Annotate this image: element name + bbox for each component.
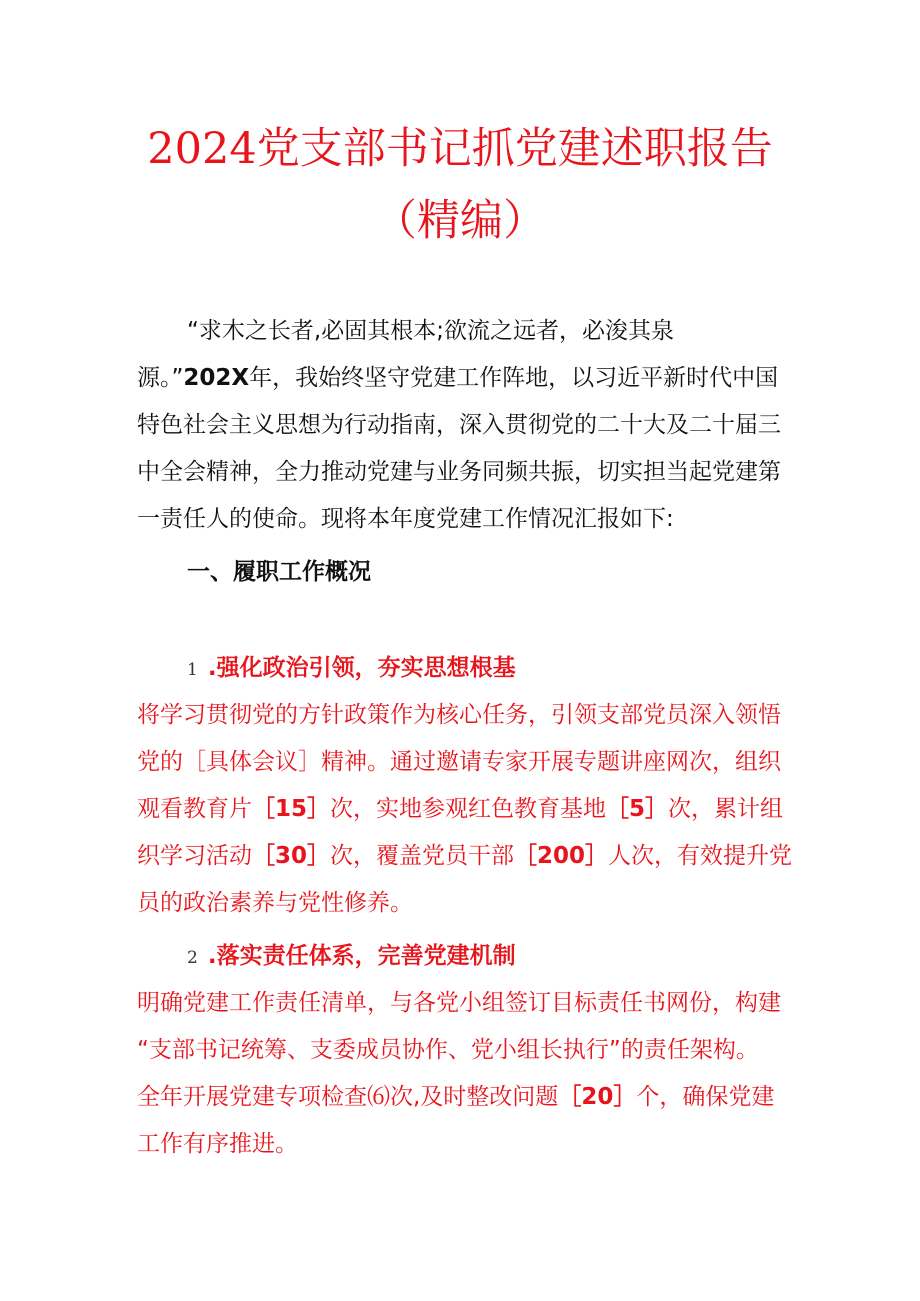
intro-text: 年，我始终坚守党建工作阵地，以习近平新时代中国 [249, 365, 779, 391]
item1-text: 人次，有效提升党 [608, 843, 793, 869]
item1-number: 1 [187, 660, 198, 680]
item1-count: ［30］ [252, 843, 331, 869]
item1-heading-text: .强化政治引领，夯实思想根基 [207, 655, 516, 681]
item1-text: 织学习活动 [137, 843, 252, 869]
item2-heading-text: .落实责任体系，完善党建机制 [207, 943, 516, 969]
item2-count: ［20］ [558, 1084, 637, 1110]
section-heading-1: 一、履职工作概况 [187, 559, 371, 585]
item1-count: ［5］ [606, 796, 669, 822]
item1-count: ［15］ [252, 796, 331, 822]
item1-line: 党的［具体会议］精神。通过邀请专家开展专题讲座网次，组织 [137, 749, 781, 775]
item1-line: 将学习贯彻党的方针政策作为核心任务，引领支部党员深入领悟 [137, 702, 781, 728]
item1-line: 员的政治素养与党性修养。 [137, 890, 413, 916]
item2-number: 2 [187, 948, 198, 968]
item1-text: 观看教育片 [137, 796, 252, 822]
document-title-line1: 2024党支部书记抓党建述职报告 [147, 124, 773, 174]
item2-line: “支部书记统筹、支委成员协作、党小组长执行”的责任架构。 [137, 1037, 759, 1063]
intro-paragraph [137, 308, 797, 543]
item2-text: 个，确保党建 [636, 1084, 775, 1110]
item2-body [137, 980, 797, 1168]
item2-line: 明确党建工作责任清单，与各党小组签订目标责任书网份，构建 [137, 990, 781, 1016]
item2-line: 工作有序推进。 [137, 1131, 298, 1157]
item1-body [137, 692, 797, 927]
item2-text: 全年开展党建专项检查⑹次,及时整改问题 [137, 1084, 559, 1110]
intro-year: 202X [183, 365, 250, 391]
item1-text: 次，覆盖党员干部 [330, 843, 515, 869]
intro-line: 特色社会主义思想为行动指南，深入贯彻党的二十大及二十届三 [137, 412, 781, 438]
item2-line [137, 1074, 797, 1121]
item1-heading [187, 645, 516, 694]
document-title-line2: （精编） [374, 196, 546, 246]
intro-line: 中全会精神，全力推动党建与业务同频共振，切实担当起党建第 [137, 459, 781, 485]
item1-line [137, 786, 797, 833]
intro-line: “求木之长者,必固其根本;欲流之远者，必浚其泉 [187, 318, 674, 344]
item1-text: 次，实地参观红色教育基地 [330, 796, 607, 822]
intro-line: 一责任人的使命。现将本年度党建工作情况汇报如下: [137, 506, 674, 532]
intro-text: 源。” [137, 365, 184, 391]
intro-line [137, 355, 797, 402]
item1-text: 次，累计组 [668, 796, 784, 822]
item2-heading [187, 933, 516, 982]
item1-line [137, 833, 797, 880]
item1-count: ［200］ [514, 843, 609, 869]
